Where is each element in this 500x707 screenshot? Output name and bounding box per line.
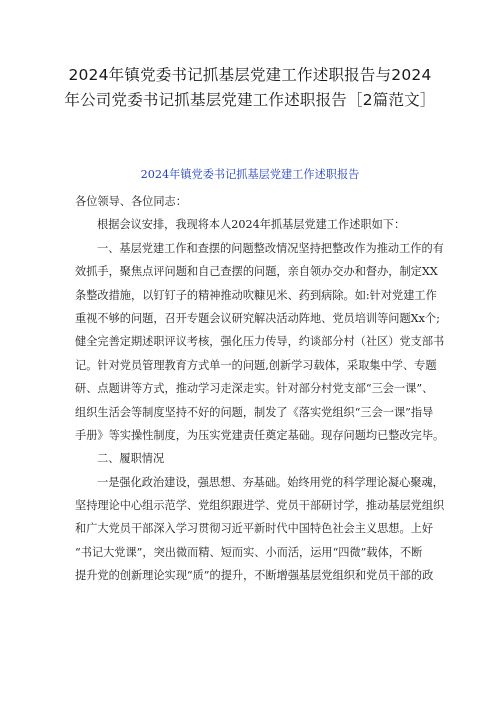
body-line: 组织生活会等制度坚持不好的问题，制发了《落实党组织“三会一课”指导 [75, 405, 434, 419]
body-text [75, 190, 445, 588]
body-line: 各位领导、各位同志： [75, 195, 187, 208]
document-title [40, 63, 460, 113]
body-line: 一是强化政治建设，强思想、夯基础。始终用党的科学理论凝心聚魂， [97, 475, 444, 489]
document-title-line: 2024年镇党委书记抓基层党建工作述职报告与2024 [68, 66, 432, 84]
body-line: 手册》等实操性制度，为压实党建责任奠定基础。现存问题均已整改完毕。 [75, 428, 445, 442]
body-line: 条整改措施，以钉钉子的精神推动吹糠见米、药到病除。如:针对党建工作 [75, 288, 437, 302]
body-line: 研、点题讲等方式，推动学习走深走实。针对部分村党支部“三会一课”、 [75, 382, 434, 396]
body-line: 效抓手，聚焦点评问题和自己查摆的问题，亲自领办交办和督办，制定XX [75, 265, 438, 279]
body-line: 一、基层党建工作和查摆的问题整改情况坚持把整改作为推动工作的有 [97, 241, 444, 255]
body-line: 健全完善定期述职评议考核，强化压力传导，约谈部分村（社区）党支部书 [75, 335, 445, 349]
document-title-line: 年公司党委书记抓基层党建工作述职报告［2篇范文］ [64, 91, 436, 109]
section-title: 2024年镇党委书记抓基层党建工作述职报告 [140, 168, 360, 181]
body-line: 坚持理论中心组示范学、党组织跟进学、党员干部研讨学，推动基层党组织 [75, 499, 445, 513]
body-line: 和广大党员干部深入学习贯彻习近平新时代中国特色社会主义思想。上好 [75, 522, 434, 536]
body-line: 记。针对党员管理教育方式单一的问题,创新学习载体，采取集中学、专题 [75, 358, 437, 372]
body-line: 重视不够的问题，召开专题会议研究解决活动阵地、党员培训等问题Xx个; [75, 311, 440, 325]
body-line: 提升党的创新理论实现“质”的提升，不断增强基层党组织和党员干部的政 [75, 569, 434, 583]
body-line: 二、履职情况 [97, 452, 165, 466]
body-line: 根据会议安排，我现将本人2024年抓基层党建工作述职如下： [97, 218, 406, 232]
body-line: “书记大党课”，突出微而精、短而实、小而活，运用“四微”载体，不断 [75, 545, 423, 559]
